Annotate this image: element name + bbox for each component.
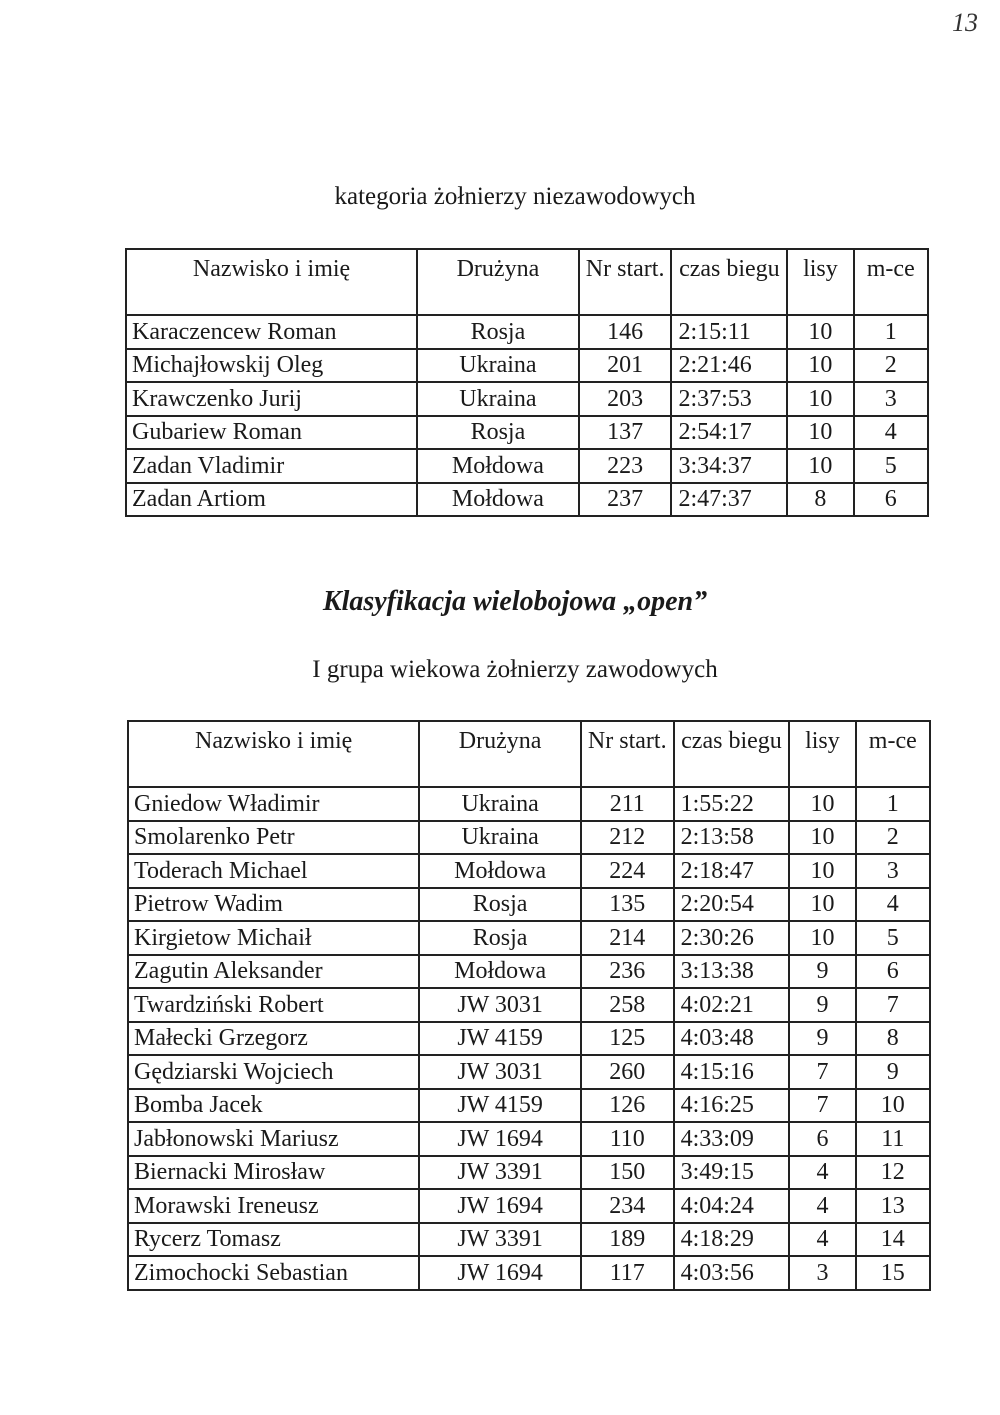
cell-lisy: 10 xyxy=(787,416,853,450)
header-name: Nazwisko i imię xyxy=(128,721,419,787)
cell-team: JW 1694 xyxy=(419,1189,581,1223)
cell-lisy: 7 xyxy=(789,1055,855,1089)
cell-place: 11 xyxy=(856,1122,930,1156)
cell-team: JW 1694 xyxy=(419,1256,581,1290)
cell-nr: 237 xyxy=(579,483,672,517)
table-row xyxy=(128,854,930,888)
cell-team: JW 1694 xyxy=(419,1122,581,1156)
cell-nr: 125 xyxy=(581,1022,674,1056)
cell-team: Ukraina xyxy=(417,382,579,416)
cell-nr: 137 xyxy=(579,416,672,450)
cell-time: 2:47:37 xyxy=(671,483,787,517)
table-row xyxy=(128,1122,930,1156)
cell-lisy: 6 xyxy=(789,1122,855,1156)
cell-time: 4:18:29 xyxy=(674,1223,790,1257)
cell-lisy: 10 xyxy=(789,787,855,821)
cell-lisy: 10 xyxy=(787,449,853,483)
table-row xyxy=(128,988,930,1022)
cell-nr: 214 xyxy=(581,921,674,955)
cell-nr: 234 xyxy=(581,1189,674,1223)
cell-place: 13 xyxy=(856,1189,930,1223)
cell-lisy: 10 xyxy=(787,315,853,349)
cell-lisy: 10 xyxy=(789,921,855,955)
cell-place: 3 xyxy=(856,854,930,888)
cell-time: 2:20:54 xyxy=(674,888,790,922)
cell-place: 15 xyxy=(856,1256,930,1290)
table-row xyxy=(128,955,930,989)
cell-time: 4:33:09 xyxy=(674,1122,790,1156)
cell-place: 3 xyxy=(854,382,928,416)
header-lisy: lisy xyxy=(787,249,853,315)
cell-team: Rosja xyxy=(419,921,581,955)
cell-lisy: 9 xyxy=(789,1022,855,1056)
cell-name: Gniedow Władimir xyxy=(128,787,419,821)
cell-team: JW 3031 xyxy=(419,1055,581,1089)
cell-nr: 110 xyxy=(581,1122,674,1156)
cell-time: 3:34:37 xyxy=(671,449,787,483)
table-row xyxy=(128,1089,930,1123)
cell-place: 6 xyxy=(856,955,930,989)
cell-team: JW 3391 xyxy=(419,1223,581,1257)
cell-nr: 201 xyxy=(579,349,672,383)
table-row xyxy=(126,382,928,416)
cell-team: Mołdowa xyxy=(417,483,579,517)
table-row xyxy=(128,787,930,821)
cell-name: Bomba Jacek xyxy=(128,1089,419,1123)
cell-place: 10 xyxy=(856,1089,930,1123)
cell-time: 1:55:22 xyxy=(674,787,790,821)
section1-title: kategoria żołnierzy niezawodowych xyxy=(334,183,696,210)
cell-nr: 203 xyxy=(579,382,672,416)
cell-time: 2:21:46 xyxy=(671,349,787,383)
cell-lisy: 7 xyxy=(789,1089,855,1123)
cell-team: JW 3031 xyxy=(419,988,581,1022)
cell-time: 2:18:47 xyxy=(674,854,790,888)
cell-time: 2:15:11 xyxy=(671,315,787,349)
cell-nr: 135 xyxy=(581,888,674,922)
cell-lisy: 3 xyxy=(789,1256,855,1290)
cell-place: 1 xyxy=(854,315,928,349)
cell-team: Mołdowa xyxy=(419,854,581,888)
header-team: Drużyna xyxy=(419,721,581,787)
cell-team: JW 4159 xyxy=(419,1089,581,1123)
cell-name: Zadan Artiom xyxy=(126,483,417,517)
cell-team: Mołdowa xyxy=(417,449,579,483)
section2-heading: Klasyfikacja wielobojowa „open” xyxy=(322,586,708,617)
header-nr: Nr start. xyxy=(579,249,672,315)
cell-team: Mołdowa xyxy=(419,955,581,989)
cell-place: 5 xyxy=(856,921,930,955)
table-row xyxy=(126,416,928,450)
cell-name: Krawczenko Jurij xyxy=(126,382,417,416)
cell-name: Karaczencew Roman xyxy=(126,315,417,349)
cell-nr: 223 xyxy=(579,449,672,483)
cell-nr: 212 xyxy=(581,821,674,855)
cell-name: Michajłowskij Oleg xyxy=(126,349,417,383)
cell-time: 4:04:24 xyxy=(674,1189,790,1223)
cell-lisy: 10 xyxy=(789,821,855,855)
results-table-open xyxy=(127,720,931,1291)
cell-place: 4 xyxy=(856,888,930,922)
cell-nr: 236 xyxy=(581,955,674,989)
table-row xyxy=(126,315,928,349)
table-row xyxy=(128,1156,930,1190)
header-name: Nazwisko i imię xyxy=(126,249,417,315)
cell-nr: 260 xyxy=(581,1055,674,1089)
table-row xyxy=(128,1256,930,1290)
cell-time: 4:16:25 xyxy=(674,1089,790,1123)
cell-lisy: 9 xyxy=(789,988,855,1022)
cell-name: Rycerz Tomasz xyxy=(128,1223,419,1257)
cell-team: Ukraina xyxy=(419,787,581,821)
table-row xyxy=(128,888,930,922)
cell-place: 2 xyxy=(856,821,930,855)
cell-time: 2:13:58 xyxy=(674,821,790,855)
cell-time: 4:15:16 xyxy=(674,1055,790,1089)
cell-nr: 258 xyxy=(581,988,674,1022)
table-row xyxy=(128,1223,930,1257)
cell-name: Smolarenko Petr xyxy=(128,821,419,855)
cell-time: 2:37:53 xyxy=(671,382,787,416)
cell-name: Gubariew Roman xyxy=(126,416,417,450)
cell-time: 4:02:21 xyxy=(674,988,790,1022)
cell-time: 2:54:17 xyxy=(671,416,787,450)
header-lisy: lisy xyxy=(789,721,855,787)
header-team: Drużyna xyxy=(417,249,579,315)
cell-name: Zagutin Aleksander xyxy=(128,955,419,989)
cell-team: Rosja xyxy=(417,315,579,349)
header-time: czas biegu xyxy=(674,721,790,787)
cell-time: 3:49:15 xyxy=(674,1156,790,1190)
cell-team: Ukraina xyxy=(417,349,579,383)
cell-team: Rosja xyxy=(419,888,581,922)
cell-name: Kirgietow Michaił xyxy=(128,921,419,955)
cell-team: Ukraina xyxy=(419,821,581,855)
cell-place: 8 xyxy=(856,1022,930,1056)
cell-team: JW 3391 xyxy=(419,1156,581,1190)
cell-name: Zimochocki Sebastian xyxy=(128,1256,419,1290)
page-number: 13 xyxy=(952,8,978,37)
cell-name: Jabłonowski Mariusz xyxy=(128,1122,419,1156)
cell-nr: 117 xyxy=(581,1256,674,1290)
cell-lisy: 10 xyxy=(789,888,855,922)
cell-time: 3:13:38 xyxy=(674,955,790,989)
cell-name: Pietrow Wadim xyxy=(128,888,419,922)
cell-place: 6 xyxy=(854,483,928,517)
cell-team: JW 4159 xyxy=(419,1022,581,1056)
cell-name: Gędziarski Wojciech xyxy=(128,1055,419,1089)
cell-team: Rosja xyxy=(417,416,579,450)
section2-title: I grupa wiekowa żołnierzy zawodowych xyxy=(312,656,718,683)
table-row xyxy=(128,821,930,855)
table-row xyxy=(128,1189,930,1223)
cell-lisy: 10 xyxy=(787,349,853,383)
cell-lisy: 4 xyxy=(789,1189,855,1223)
table-row xyxy=(126,349,928,383)
cell-lisy: 10 xyxy=(787,382,853,416)
cell-place: 7 xyxy=(856,988,930,1022)
cell-lisy: 10 xyxy=(789,854,855,888)
header-place: m-ce xyxy=(854,249,928,315)
cell-lisy: 8 xyxy=(787,483,853,517)
table-row xyxy=(128,921,930,955)
cell-nr: 126 xyxy=(581,1089,674,1123)
cell-time: 2:30:26 xyxy=(674,921,790,955)
header-place: m-ce xyxy=(856,721,930,787)
table-row xyxy=(126,483,928,517)
cell-place: 12 xyxy=(856,1156,930,1190)
cell-nr: 211 xyxy=(581,787,674,821)
cell-name: Małecki Grzegorz xyxy=(128,1022,419,1056)
table-row xyxy=(126,449,928,483)
cell-time: 4:03:56 xyxy=(674,1256,790,1290)
cell-lisy: 4 xyxy=(789,1156,855,1190)
cell-name: Twardziński Robert xyxy=(128,988,419,1022)
cell-nr: 150 xyxy=(581,1156,674,1190)
cell-place: 9 xyxy=(856,1055,930,1089)
cell-place: 2 xyxy=(854,349,928,383)
cell-place: 4 xyxy=(854,416,928,450)
cell-time: 4:03:48 xyxy=(674,1022,790,1056)
cell-place: 1 xyxy=(856,787,930,821)
header-time: czas biegu xyxy=(671,249,787,315)
cell-name: Morawski Ireneusz xyxy=(128,1189,419,1223)
cell-nr: 224 xyxy=(581,854,674,888)
cell-place: 14 xyxy=(856,1223,930,1257)
table-row xyxy=(128,1055,930,1089)
table-header-row xyxy=(126,249,928,315)
cell-place: 5 xyxy=(854,449,928,483)
cell-nr: 146 xyxy=(579,315,672,349)
cell-lisy: 9 xyxy=(789,955,855,989)
results-table-niezawodowych xyxy=(125,248,929,517)
cell-name: Zadan Vladimir xyxy=(126,449,417,483)
cell-name: Biernacki Mirosław xyxy=(128,1156,419,1190)
header-nr: Nr start. xyxy=(581,721,674,787)
cell-name: Toderach Michael xyxy=(128,854,419,888)
cell-nr: 189 xyxy=(581,1223,674,1257)
cell-lisy: 4 xyxy=(789,1223,855,1257)
table-row xyxy=(128,1022,930,1056)
table-header-row xyxy=(128,721,930,787)
